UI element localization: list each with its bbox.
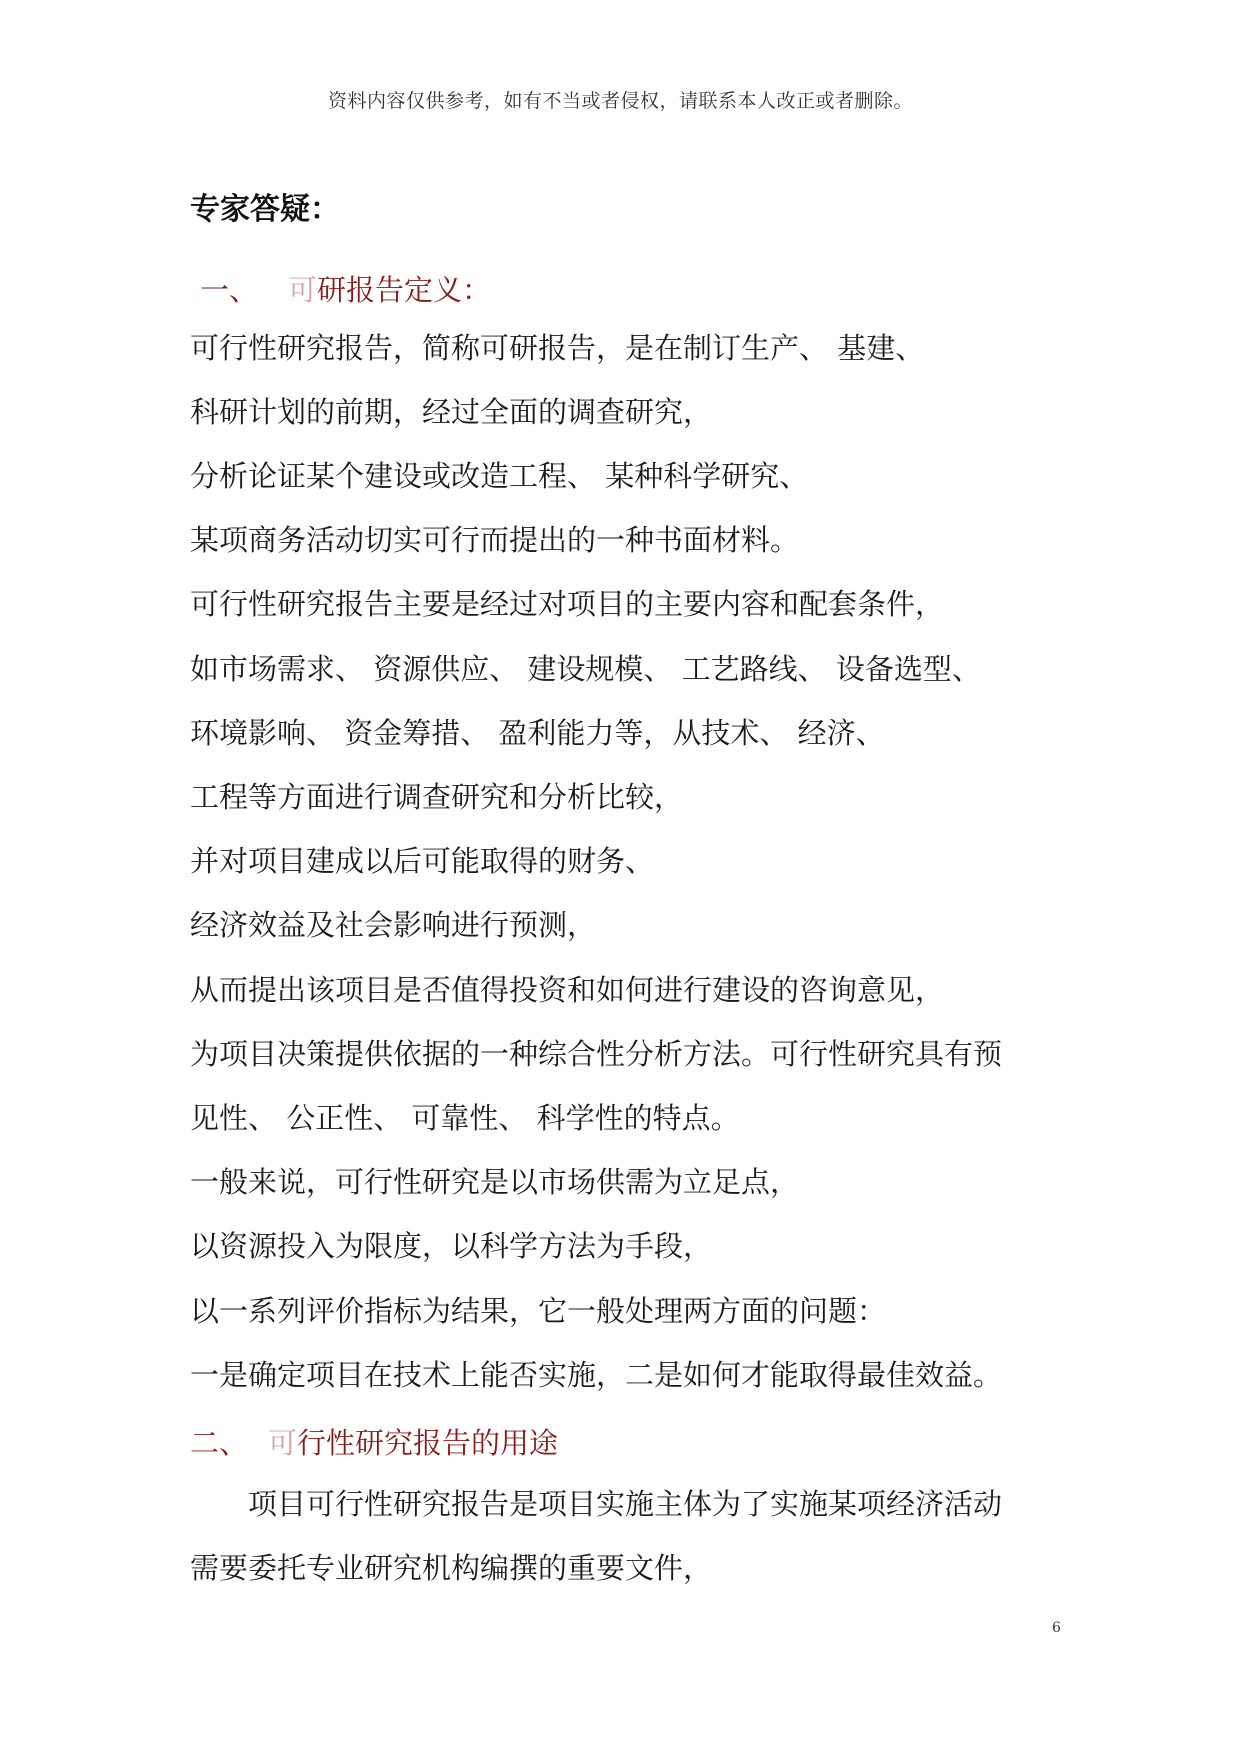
paragraph-line: 一是确定项目在技术上能否实施，二是如何才能取得最佳效益。 <box>190 1358 1003 1392</box>
paragraph-line: 以一系列评价指标为结果，它一般处理两方面的问题： <box>190 1294 887 1328</box>
page-number: 6 <box>1052 1620 1061 1636</box>
paragraph-line: 并对项目建成以后可能取得的财务、 <box>190 844 655 878</box>
paragraph-line: 可行性研究报告主要是经过对项目的主要内容和配套条件， <box>190 587 945 621</box>
paragraph-line: 科研计划的前期，经过全面的调查研究， <box>190 395 713 429</box>
paragraph-line: 需要委托专业研究机构编撰的重要文件， <box>190 1551 713 1585</box>
page-title: 专家答疑： <box>190 192 340 227</box>
section-heading-text: 行性研究报告的用途 <box>297 1426 559 1460</box>
paragraph-line: 见性、 公正性、 可靠性、 科学性的特点。 <box>190 1101 740 1135</box>
paragraph-line: 可行性研究报告，简称可研报告，是在制订生产、 基建、 <box>190 331 925 365</box>
paragraph-line: 从而提出该项目是否值得投资和如何进行建设的咨询意见， <box>190 973 945 1007</box>
paragraph-line: 环境影响、 资金筹措、 盈利能力等，从技术、 经济、 <box>190 716 885 750</box>
paragraph-line: 分析论证某个建设或改造工程、 某种科学研究、 <box>190 459 809 493</box>
section-heading-2 <box>190 1421 558 1462</box>
section-heading-1 <box>200 268 491 309</box>
section-number: 二、 <box>190 1426 249 1460</box>
paragraph-line: 经济效益及社会影响进行预测， <box>190 908 597 942</box>
paragraph-line: 某项商务活动切实可行而提出的一种书面材料。 <box>190 523 800 557</box>
section-heading-first-char: 可 <box>268 1426 298 1460</box>
section-heading-first-char: 可 <box>288 273 318 307</box>
section-heading-text: 研报告定义： <box>317 273 492 307</box>
disclaimer-header: 资料内容仅供参考，如有不当或者侵权，请联系本人改正或者删除。 <box>327 90 913 112</box>
paragraph-line: 一般来说，可行性研究是以市场供需为立足点， <box>190 1165 800 1199</box>
paragraph-line: 项目可行性研究报告是项目实施主体为了实施某项经济活动 <box>248 1487 1003 1521</box>
paragraph-line: 如市场需求、 资源供应、 建设规模、 工艺路线、 设备选型、 <box>190 652 981 686</box>
section-number: 一、 <box>200 273 259 307</box>
paragraph-line: 工程等方面进行调查研究和分析比较， <box>190 780 684 814</box>
paragraph-line: 以资源投入为限度，以科学方法为手段， <box>190 1229 713 1263</box>
paragraph-line: 为项目决策提供依据的一种综合性分析方法。可行性研究具有预 <box>190 1037 1003 1071</box>
